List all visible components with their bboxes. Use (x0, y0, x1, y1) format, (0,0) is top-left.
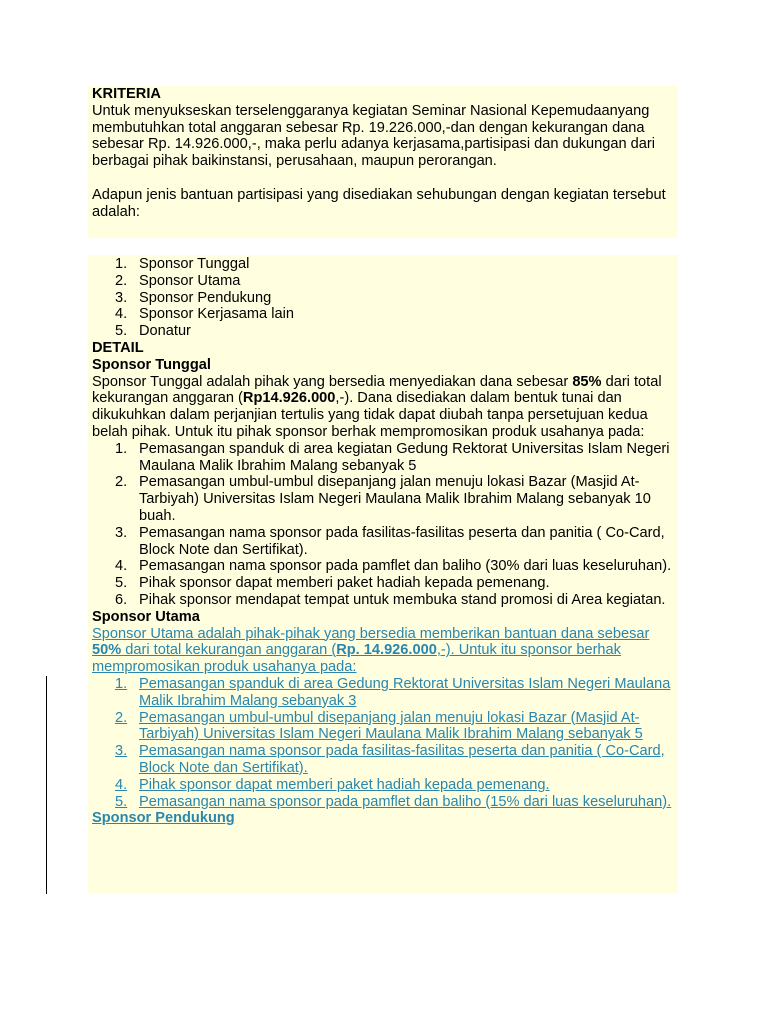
detail-section (88, 255, 678, 893)
kriteria-section (88, 86, 678, 238)
paragraph-gap (92, 170, 674, 187)
list-item: 4. Sponsor Kerjasama lain (115, 306, 294, 323)
sponsor-tunggal-description: Sponsor Tunggal adalah pihak yang bersedia menyediakan dana sebesar 85% dari total kekurangan anggaran (Rp14.926.000,-). Dana disediakan dalam bentuk tunai dan dikukuhkan dalam perjanjian tertulis yang tidak dapat diubah tanpa persetujuan kedua belah pihak. Untuk itu pihak sponsor berhak mempromosikan produk usahanya pada: (92, 373, 662, 440)
list-item[interactable]: 5. Pemasangan nama sponsor pada pamflet dan baliho (15% dari luas keseluruhan). (115, 793, 672, 810)
list-item[interactable]: 2. Pemasangan umbul-umbul disepanjang jalan menuju lokasi Bazar (Masjid At-Tarbiyah) Universitas Islam Negeri Maulana Malik Ibrahim Malang sebanyak 5 (115, 709, 643, 743)
kriteria-intro: Untuk menyukseskan terselenggaranya kegiatan Seminar Nasional Kepemudaanyang membutuhkan total anggaran sebesar Rp. 19.226.000,-dan dengan kekurangan dana sebesar Rp. 14.926.000,-, maka perlu adanya kerjasama,partisipasi dan dukungan dari berbagai pihak baikinstansi, perusahaan, maupun perorangan. (92, 102, 656, 170)
detail-heading: DETAIL (92, 339, 144, 356)
list-item: 6. Pihak sponsor mendapat tempat untuk membuka stand promosi di Area kegiatan. (115, 591, 666, 608)
list-item: 5. Donatur (115, 323, 191, 340)
sponsor-utama-benefits (92, 676, 674, 810)
sponsor-utama-heading: Sponsor Utama (92, 608, 200, 625)
list-item: 4. Pemasangan nama sponsor pada pamflet dan baliho (30% dari luas keseluruhan). (115, 558, 672, 575)
kriteria-adapun: Adapun jenis bantuan partisipasi yang disediakan sehubungan dengan kegiatan tersebut adalah: (92, 186, 666, 220)
sponsor-tunggal-heading: Sponsor Tunggal (92, 356, 211, 373)
list-item: 3. Pemasangan nama sponsor pada fasilitas-fasilitas peserta dan panitia ( Co-Card, Block Note dan Sertifikat). (115, 524, 665, 558)
list-item: 2. Sponsor Utama (115, 272, 241, 289)
list-item: 1. Sponsor Tunggal (115, 256, 250, 272)
list-item: 1. Pemasangan spanduk di area kegiatan Gedung Rektorat Universitas Islam Negeri Maulana Malik Ibrahim Malang sebanyak 5 (115, 440, 670, 474)
revision-change-bar (46, 676, 47, 894)
list-item[interactable]: 4. Pihak sponsor dapat memberi paket hadiah kepada pemenang. (115, 776, 550, 793)
sponsor-pendukung-heading[interactable]: Sponsor Pendukung (92, 810, 235, 827)
kriteria-heading: KRITERIA (92, 86, 161, 102)
sponsor-tunggal-benefits (92, 441, 674, 609)
list-item[interactable]: 3. Pemasangan nama sponsor pada fasilitas-fasilitas peserta dan panitia ( Co-Card, Block Note dan Sertifikat). (115, 743, 665, 776)
list-item[interactable]: 1. Pemasangan spanduk di area Gedung Rektorat Universitas Islam Negeri Maulana Malik Ibrahim Malang sebanyak 3 (115, 675, 671, 709)
list-item: 5. Pihak sponsor dapat memberi paket hadiah kepada pemenang. (115, 575, 550, 592)
sponsor-type-list (92, 256, 674, 340)
sponsor-utama-description[interactable]: Sponsor Utama adalah pihak-pihak yang bersedia memberikan bantuan dana sebesar 50% dari total kekurangan anggaran (Rp. 14.926.000,-). Untuk itu sponsor berhak mempromosikan produk usahanya pada: (92, 625, 650, 676)
list-item: 2. Pemasangan umbul-umbul disepanjang jalan menuju lokasi Bazar (Masjid At-Tarbiyah) Universitas Islam Negeri Maulana Malik Ibrahim Malang sebanyak 10 buah. (115, 474, 651, 524)
list-item: 3. Sponsor Pendukung (115, 289, 272, 306)
